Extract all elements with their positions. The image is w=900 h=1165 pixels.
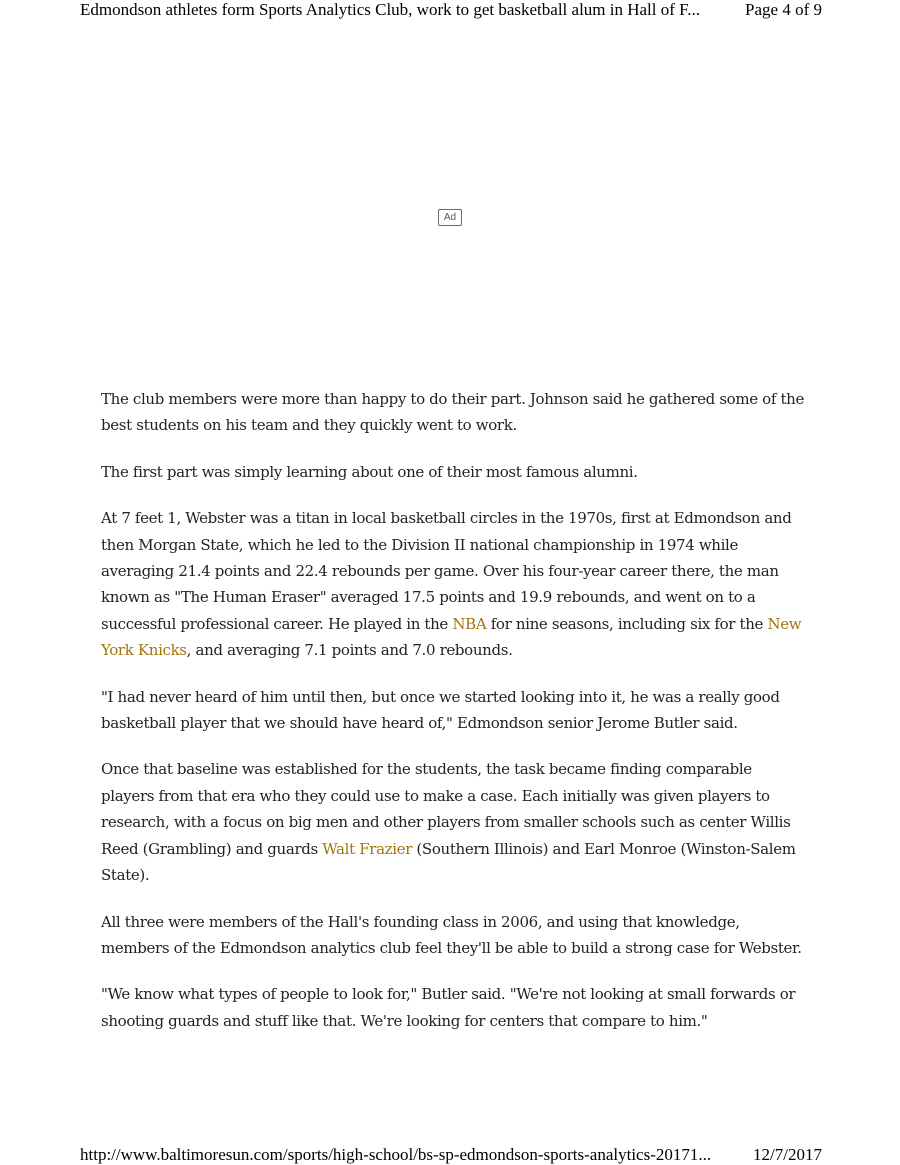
paragraph-text: Once that baseline was established for the students, the task became finding comparable players from that era who they could use to make a case. Each initially was given players to research, with a focus on big men and other players from smaller schools such as center Willis Reed (Grambling) and guards xyxy=(101,760,791,858)
page-title: Edmondson athletes form Sports Analytics Club, work to get basketball alum in Hall of F... xyxy=(80,0,701,19)
page-url: http://www.baltimoresun.com/sports/high-school/bs-sp-edmondson-sports-analytics-20171... xyxy=(80,1145,712,1164)
print-date: 12/7/2017 xyxy=(753,1145,822,1164)
paragraph: All three were members of the Hall's founding class in 2006, and using that knowledge, members of the Edmondson analytics club feel they'll be able to build a strong case for Webster. xyxy=(101,912,802,957)
article-body xyxy=(101,386,807,1054)
paragraph: "I had never heard of him until then, but once we started looking into it, he was a really good basketball player that we should have heard of," Edmondson senior Jerome Butler said. xyxy=(101,687,780,733)
paragraph: The first part was simply learning about one of their most famous alumni. xyxy=(101,462,638,481)
paragraph-text: (Southern Illinois) and Earl Monroe (Winston-Salem State). xyxy=(101,839,796,885)
print-footer xyxy=(80,1145,822,1165)
ad-badge: Ad xyxy=(438,209,462,226)
paragraph: "We know what types of people to look for," Butler said. "We're not looking at small forwards or shooting guards and stuff like that. We're looking for centers that compare to him." xyxy=(101,985,796,1030)
paragraph-text: At 7 feet 1, Webster was a titan in local basketball circles in the 1970s, first at Edmondson and then Morgan State, which he led to the Division II national championship in 1974 while averaging 21.4 points and 22.4 rebounds per game. Over his four-year career there, the man known as "The Human Eraser" averaged 17.5 points and 19.9 rebounds, and went on to a successful professional career. He played in the xyxy=(101,509,792,633)
new-york-knicks-link[interactable]: New York Knicks xyxy=(101,614,802,660)
paragraph xyxy=(101,505,807,663)
paragraph-text: , and averaging 7.1 points and 7.0 rebounds. xyxy=(186,641,513,660)
paragraph xyxy=(101,756,807,888)
paragraph: The club members were more than happy to do their part. Johnson said he gathered some of the best students on his team and they quickly went to work. xyxy=(101,390,804,435)
print-header xyxy=(80,0,822,24)
nba-link[interactable]: NBA xyxy=(452,614,487,633)
walt-frazier-link[interactable]: Walt Frazier xyxy=(322,839,413,858)
paragraph-text: for nine seasons, including six for the xyxy=(486,614,768,633)
page-number: Page 4 of 9 xyxy=(745,0,822,19)
